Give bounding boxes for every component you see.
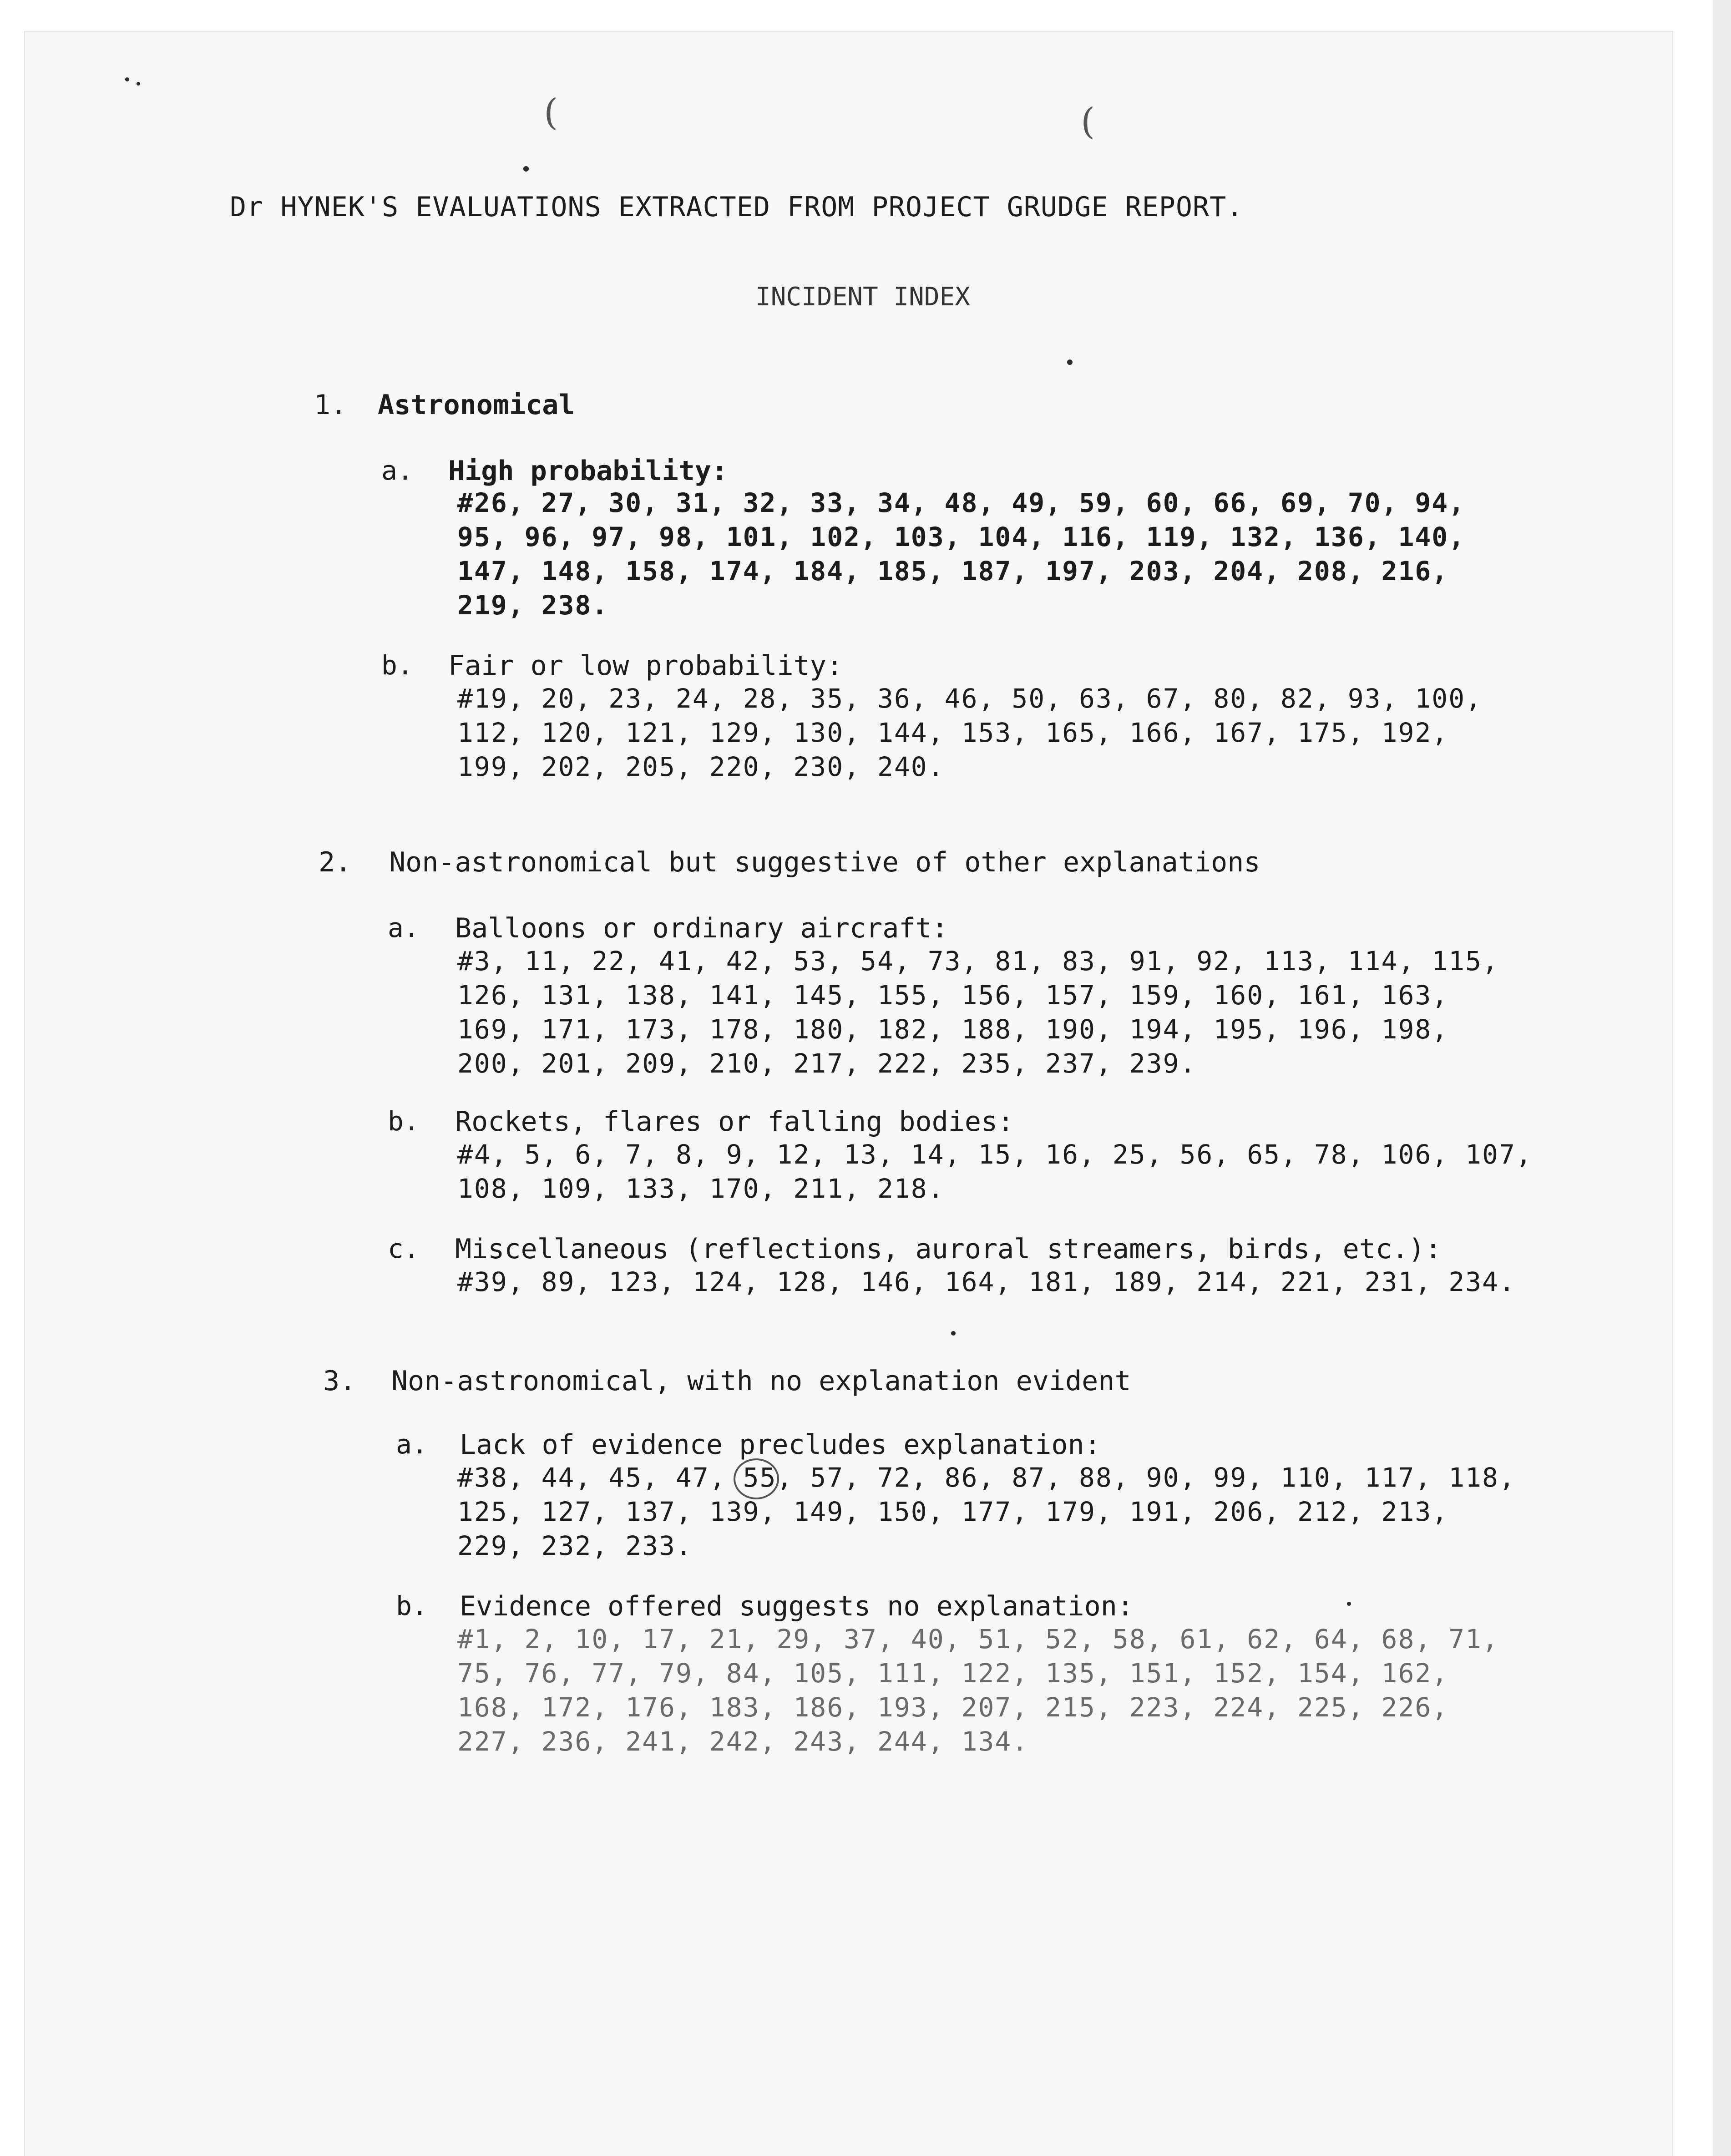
scan-speck bbox=[137, 82, 140, 86]
incident-line: #4, 5, 6, 7, 8, 9, 12, 13, 14, 15, 16, 25, 56, 65, 78, 106, 107, bbox=[457, 1139, 1533, 1170]
incident-line: 219, 238. bbox=[457, 590, 609, 621]
incident-line: 229, 232, 233. bbox=[457, 1530, 693, 1561]
section-heading: Astronomical bbox=[378, 389, 575, 421]
document-page bbox=[25, 32, 1672, 2156]
incident-line: #3, 11, 22, 41, 42, 53, 54, 73, 81, 83, 91, 92, 113, 114, 115, bbox=[457, 946, 1499, 977]
section-heading: Non-astronomical but suggestive of other explanations bbox=[389, 846, 1260, 878]
incident-number-list bbox=[457, 486, 1465, 623]
subsection-heading: Miscellaneous (reflections, auroral streamers, birds, etc.): bbox=[455, 1233, 1442, 1265]
scan-speck bbox=[125, 77, 129, 81]
scan-mark: ( bbox=[1081, 100, 1095, 142]
scan-speck bbox=[1347, 1602, 1351, 1606]
incident-number-list bbox=[457, 944, 1499, 1081]
incident-number-list bbox=[457, 682, 1482, 784]
incident-line: 168, 172, 176, 183, 186, 193, 207, 215, 223, 224, 225, 226, bbox=[457, 1692, 1449, 1723]
incident-line: #19, 20, 23, 24, 28, 35, 36, 46, 50, 63, 67, 80, 82, 93, 100, bbox=[457, 683, 1483, 714]
incident-number-list bbox=[457, 1461, 1516, 1563]
subsection-heading: Lack of evidence precludes explanation: bbox=[460, 1429, 1101, 1461]
incident-line: 169, 171, 173, 178, 180, 182, 188, 190, 194, 195, 196, 198, bbox=[457, 1014, 1449, 1045]
subsection-letter: b. bbox=[381, 650, 413, 681]
section-heading: Non-astronomical, with no explanation evident bbox=[391, 1365, 1131, 1397]
document-subtitle: INCIDENT INDEX bbox=[755, 282, 971, 312]
subsection-heading: Balloons or ordinary aircraft: bbox=[455, 912, 948, 944]
section-number: 2. bbox=[319, 846, 352, 878]
subsection-heading: Evidence offered suggests no explanation: bbox=[460, 1590, 1134, 1622]
scan-speck bbox=[951, 1331, 956, 1336]
subsection-letter: b. bbox=[388, 1106, 420, 1137]
subsection-heading: Rockets, flares or falling bodies: bbox=[455, 1106, 1014, 1138]
incident-line: 199, 202, 205, 220, 230, 240. bbox=[457, 751, 945, 782]
subsection-heading: High probability: bbox=[448, 455, 728, 487]
incident-line: 108, 109, 133, 170, 211, 218. bbox=[457, 1173, 945, 1204]
incident-line: 112, 120, 121, 129, 130, 144, 153, 165, 166, 167, 175, 192, bbox=[457, 717, 1449, 748]
incident-line: 200, 201, 209, 210, 217, 222, 235, 237, 239. bbox=[457, 1048, 1197, 1079]
incident-number-list bbox=[457, 1265, 1516, 1299]
incident-line: 126, 131, 138, 141, 145, 155, 156, 157, 159, 160, 161, 163, bbox=[457, 980, 1449, 1011]
incident-number-list bbox=[457, 1622, 1499, 1759]
incident-line: 75, 76, 77, 79, 84, 105, 111, 122, 135, 151, 152, 154, 162, bbox=[457, 1658, 1449, 1689]
incident-line: 95, 96, 97, 98, 101, 102, 103, 104, 116, 119, 132, 136, 140, bbox=[457, 521, 1466, 552]
incident-line: 227, 236, 241, 242, 243, 244, 134. bbox=[457, 1726, 1029, 1757]
subsection-letter: a. bbox=[381, 455, 413, 486]
scan-edge bbox=[1713, 0, 1731, 2156]
scan-mark: ( bbox=[544, 91, 558, 133]
document-title: Dr HYNEK'S EVALUATIONS EXTRACTED FROM PROJECT GRUDGE REPORT. bbox=[230, 191, 1244, 223]
incident-line: #38, 44, 45, 47, 55, 57, 72, 86, 87, 88, 90, 99, 110, 117, 118, bbox=[457, 1462, 1516, 1493]
incident-line: #39, 89, 123, 124, 128, 146, 164, 181, 189, 214, 221, 231, 234. bbox=[457, 1266, 1516, 1297]
incident-line: #1, 2, 10, 17, 21, 29, 37, 40, 51, 52, 58, 61, 62, 64, 68, 71, bbox=[457, 1624, 1499, 1655]
incident-number-list bbox=[457, 1138, 1533, 1206]
subsection-heading: Fair or low probability: bbox=[448, 650, 843, 682]
subsection-letter: a. bbox=[396, 1429, 428, 1460]
section-number: 3. bbox=[323, 1365, 356, 1397]
subsection-letter: c. bbox=[388, 1233, 420, 1264]
incident-line: 125, 127, 137, 139, 149, 150, 177, 179, 191, 206, 212, 213, bbox=[457, 1496, 1449, 1527]
circle-annotation-mark bbox=[734, 1458, 779, 1499]
subsection-letter: a. bbox=[388, 912, 420, 943]
incident-line: #26, 27, 30, 31, 32, 33, 34, 48, 49, 59, 60, 66, 69, 70, 94, bbox=[457, 487, 1466, 518]
scan-speck bbox=[1067, 359, 1073, 365]
scan-speck bbox=[523, 166, 529, 172]
section-number: 1. bbox=[314, 389, 347, 421]
incident-line: 147, 148, 158, 174, 184, 185, 187, 197, 203, 204, 208, 216, bbox=[457, 556, 1449, 587]
subsection-letter: b. bbox=[396, 1590, 428, 1621]
